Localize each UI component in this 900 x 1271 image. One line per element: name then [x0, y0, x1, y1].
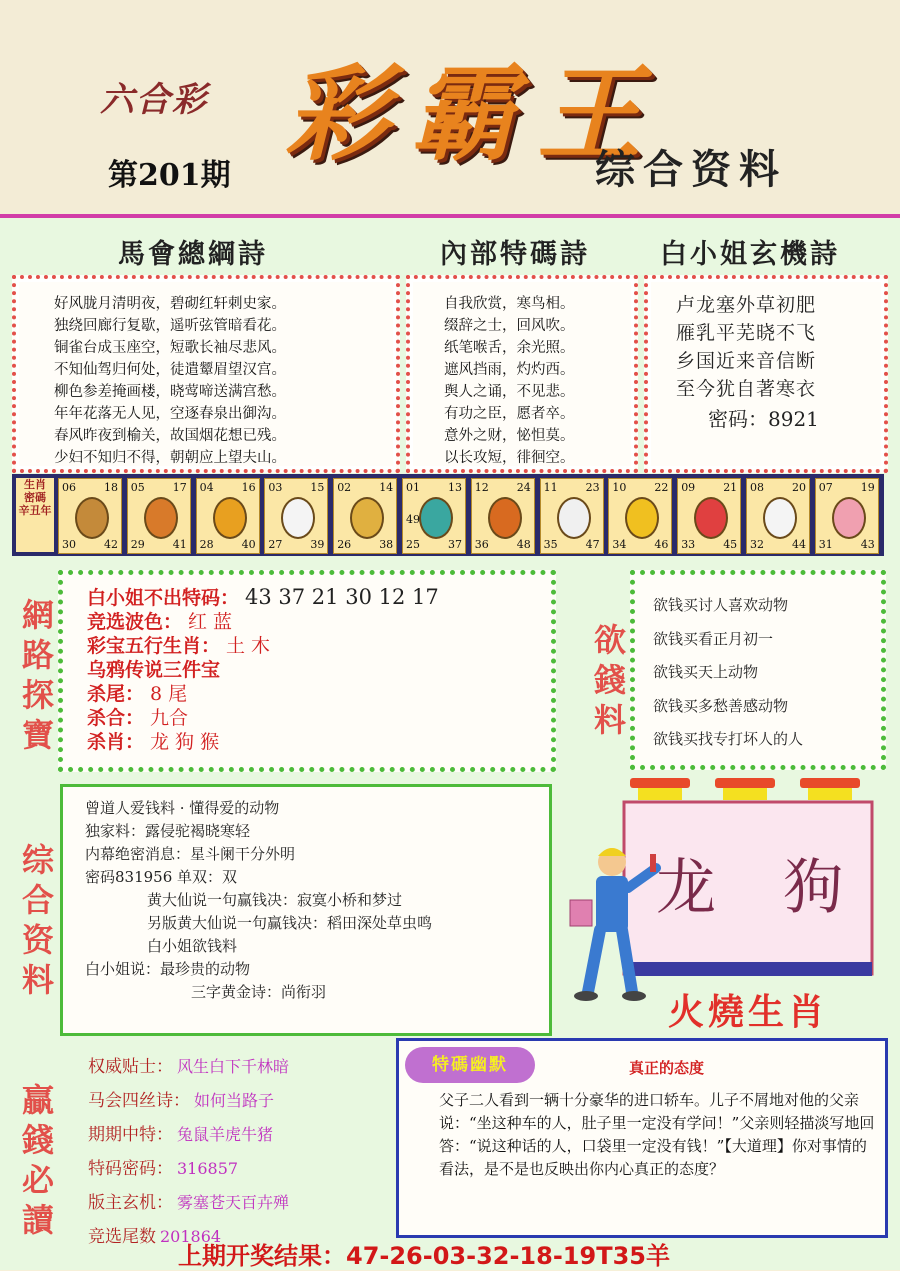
zodiac-number: 34: [612, 538, 627, 551]
poem1-line: 柳色参差掩画楼，晓莺啼送满宫愁。: [54, 384, 286, 400]
zodiac-number: 05: [130, 481, 145, 494]
poem3-code: [708, 403, 819, 432]
zodiac-number: 29: [130, 538, 145, 551]
win-row-value: 风生白下千林暗: [177, 1057, 290, 1076]
tip-row-value: 龙 狗 猴: [150, 731, 220, 753]
win-row-label: 权威贴士：: [88, 1057, 173, 1077]
combo-side-char: 资: [21, 921, 54, 959]
poem1-title: 馬會總綱詩: [118, 239, 268, 270]
zodiac-number: 07: [818, 481, 833, 494]
combo-side-char: 合: [21, 881, 54, 919]
tip-row: [87, 585, 439, 610]
tip-side-char: 寶: [21, 716, 54, 754]
poem2-lines: [444, 293, 575, 469]
zodiac-cell: [402, 478, 466, 554]
zodiac-number: 40: [241, 538, 256, 551]
win-side-label: [18, 1080, 58, 1240]
zodiac-number: 30: [62, 538, 76, 551]
win-row: [88, 1186, 289, 1220]
win-row-label: 特码密码：: [88, 1159, 173, 1179]
poem3-lines: [676, 291, 816, 403]
tiger-icon: [213, 497, 247, 539]
money-item: 欲钱买多愁善感动物: [653, 696, 789, 715]
poem3-line: 雁乳平芜晓不飞: [676, 322, 817, 344]
zodiac-cell: [471, 478, 535, 554]
tip-row-value: 8 尾: [150, 683, 188, 705]
tip-row-label: 彩宝五行生肖：: [87, 635, 221, 657]
poem1-lines: [54, 293, 286, 469]
poem3-code-value: 8921: [768, 407, 819, 431]
tip-row-value: 红 蓝: [188, 611, 233, 633]
win-side-char: 必: [21, 1161, 54, 1199]
win-side-char: 讀: [21, 1201, 54, 1239]
tip-row-label: 杀尾：: [87, 683, 145, 705]
zodiac-cell: [58, 478, 122, 554]
zodiac-cell: [608, 478, 672, 554]
lamp-icon: [715, 778, 775, 788]
zodiac-side-label: [16, 478, 54, 552]
poem3-line: 乡国近来音信断: [676, 350, 817, 372]
zodiac-number: 36: [474, 538, 489, 551]
page-subtitle: 综合资料: [595, 146, 787, 193]
tip-side-char: 網: [21, 596, 54, 634]
win-row-label: 期期中特：: [88, 1125, 173, 1145]
zodiac-strip: [12, 474, 884, 556]
money-item: 欲钱买找专打坏人的人: [653, 730, 804, 748]
zodiac-number: 15: [310, 481, 325, 494]
poem2-line: 纸笔喉舌，余光照。: [444, 340, 575, 356]
win-side-char: 贏: [21, 1081, 54, 1119]
story-badge: 特碼幽默: [405, 1047, 535, 1083]
tip-row-label: 竞选波色：: [87, 611, 183, 633]
zodiac-number: 47: [585, 538, 600, 551]
zodiac-number: 24: [516, 481, 531, 494]
ox-icon: [144, 497, 178, 539]
zodiac-number: 37: [448, 538, 462, 551]
win-row-label: 马会四丝诗：: [88, 1091, 190, 1111]
poem1-line: 少妇不知归不得，朝朝应上望夫山。: [54, 450, 286, 466]
money-side-label: [590, 620, 630, 740]
last-draw-result: 上期开奖结果：47-26-03-32-18-19T35羊: [178, 1242, 670, 1270]
zodiac-number: 04: [199, 481, 214, 494]
poem3-box: [644, 275, 888, 473]
tip-row: [87, 658, 439, 682]
poem1-line: 年年花落无人见，空逐春泉出御沟。: [54, 406, 286, 422]
zodiac-cell: [815, 478, 879, 554]
zodiac-cell: [746, 478, 810, 554]
tip-side-char: 路: [21, 636, 54, 674]
poem2-line: 以长攻短，徘徊空。: [444, 450, 575, 466]
tip-row: [87, 730, 439, 754]
combo-line: 三字黄金诗：尚衔羽: [191, 983, 327, 1001]
poem2-line: 有功之臣，愿者卒。: [444, 406, 575, 422]
story-box: [396, 1038, 888, 1238]
zodiac-cell: [333, 478, 397, 554]
zodiac-number: 22: [654, 481, 669, 494]
tip-row-value: 土 木: [226, 635, 271, 657]
tip-row-label: 白小姐不出特码：: [87, 587, 240, 609]
zodiac-number: 35: [543, 538, 558, 551]
tip-box: [58, 570, 556, 772]
poem2-line: 意外之财，怭怛莫。: [444, 428, 575, 444]
pig-icon: [832, 497, 866, 539]
tip-row: [87, 634, 439, 658]
lamp-icon: [800, 778, 860, 788]
zodiac-cell: [196, 478, 260, 554]
tip-row-value: 九合: [150, 707, 189, 729]
zodiac-number: 09: [681, 481, 696, 494]
zodiac-number: 33: [681, 538, 696, 551]
zodiac-number: 48: [516, 538, 531, 551]
tip-row-label: 杀合：: [87, 707, 145, 729]
money-item: 欲钱买看正月初一: [653, 629, 774, 648]
money-box: [630, 570, 886, 770]
combo-line: 内幕绝密消息：星斗阑干分外明: [85, 845, 296, 863]
poem1-line: 好风胧月清明夜，碧砌红轩刺史家。: [54, 296, 286, 312]
zodiac-number: 28: [199, 538, 214, 551]
dog-icon: [763, 497, 797, 539]
win-row: [88, 1118, 289, 1152]
zodiac-number: 01: [406, 481, 420, 494]
rat-icon: [75, 497, 109, 539]
win-row: [88, 1152, 289, 1186]
combo-side-char: 料: [21, 961, 54, 999]
zodiac-number: 39: [310, 538, 325, 551]
combo-side-char: 综: [21, 841, 54, 879]
goat-icon: [557, 497, 591, 539]
zodiac-number: 25: [406, 538, 420, 551]
combo-line: 曾道人爱钱料 · 懂得爱的动物: [85, 799, 280, 817]
poem3-line: 卢龙塞外草初肥: [676, 294, 817, 316]
zodiac-number: 38: [379, 538, 394, 551]
money-items: [653, 589, 803, 757]
win-side-char: 錢: [21, 1121, 54, 1159]
zodiac-number: 46: [654, 538, 669, 551]
money-side-char: 錢: [593, 661, 626, 699]
rabbit-icon: [281, 497, 315, 539]
poem2-line: 缀辞之士，回风吹。: [444, 318, 575, 334]
tip-row: [87, 682, 439, 706]
zodiac-number: 12: [474, 481, 489, 494]
win-row-value: 如何当路子: [194, 1091, 275, 1110]
painter-board-text: 龙 狗: [656, 853, 868, 923]
zodiac-number: 08: [750, 481, 764, 494]
poem2-line: 舆人之诵，不见悲。: [444, 384, 575, 400]
combo-line: 黄大仙说一句赢钱决：寂寞小桥和梦过: [147, 891, 403, 909]
zodiac-side-label-1: 生肖: [24, 478, 46, 491]
tip-row-value: 43 37 21 30 12 17: [245, 585, 439, 609]
zodiac-number: 18: [104, 481, 118, 494]
poem1-line: 独绕回廊行复歇，遥听弦管暗看花。: [54, 318, 286, 334]
poem2-title: 內部特碼詩: [440, 239, 590, 270]
tip-row-label: 杀肖：: [87, 731, 145, 753]
horse-icon: [488, 497, 522, 539]
zodiac-number: 06: [62, 481, 76, 494]
zodiac-number: 17: [172, 481, 187, 494]
zodiac-cell: [540, 478, 604, 554]
poem2-line: 遮风挡雨，灼灼西。: [444, 362, 575, 378]
poem3-line: 至今犹自著寒衣: [676, 378, 817, 400]
money-item: 欲钱买讨人喜欢动物: [653, 596, 789, 614]
zodiac-cell: [264, 478, 328, 554]
zodiac-side-label-3: 辛丑年: [18, 504, 52, 517]
money-side-char: 欲: [593, 621, 626, 659]
zodiac-number: 31: [818, 538, 833, 551]
brand-logo: 彩霸王: [285, 52, 664, 175]
story-title: 真正的态度: [629, 1059, 705, 1077]
money-item: 欲钱买天上动物: [653, 663, 759, 681]
combo-line: 另版黄大仙说一句赢钱决：稻田深处草虫鸣: [147, 914, 433, 932]
zodiac-number: 26: [337, 538, 352, 551]
zodiac-number: 23: [585, 481, 600, 494]
win-row-value: 316857: [177, 1159, 239, 1178]
zodiac-cell: [677, 478, 741, 554]
win-row-label: 版主玄机：: [88, 1193, 173, 1213]
zodiac-number: 20: [792, 481, 806, 494]
zodiac-number: 45: [723, 538, 738, 551]
zodiac-number: 41: [172, 538, 187, 551]
money-side-char: 料: [593, 701, 626, 739]
zodiac-number: 21: [723, 481, 738, 494]
rooster-icon: [694, 497, 728, 539]
combo-line: 白小姐欲钱料: [147, 937, 238, 955]
zodiac-number: 02: [337, 481, 352, 494]
zodiac-extra-number: 49: [406, 513, 420, 526]
tip-side-label: [18, 595, 58, 755]
zodiac-number: 16: [241, 481, 256, 494]
zodiac-number: 19: [860, 481, 875, 494]
poem2-line: 自我欣赏，寒鸟相。: [444, 296, 575, 312]
zodiac-number: 11: [543, 481, 558, 494]
win-row: [88, 1050, 289, 1084]
brand-small: 六合彩: [100, 80, 208, 120]
zodiac-number: 03: [268, 481, 283, 494]
win-row: [88, 1084, 289, 1118]
zodiac-number: 10: [612, 481, 627, 494]
poem3-code-label: 密码：: [708, 407, 768, 431]
poem2-box: [406, 275, 638, 473]
tip-row: [87, 610, 439, 634]
combo-box: [60, 784, 552, 1036]
zodiac-number: 32: [750, 538, 764, 551]
tip-row: [87, 706, 439, 730]
poem1-box: [12, 275, 400, 473]
zodiac-number: 14: [379, 481, 394, 494]
win-row-value: 雾塞苍天百卉殚: [177, 1193, 290, 1212]
combo-lines: [85, 797, 432, 1004]
win-row-label: 竞选尾数: [88, 1227, 156, 1247]
zodiac-number: 42: [104, 538, 118, 551]
combo-line: 独家料：露侵驼褐晓寒轻: [85, 822, 251, 840]
win-rows: [88, 1050, 289, 1254]
tip-rows: [87, 585, 439, 754]
zodiac-number: 27: [268, 538, 283, 551]
poem1-line: 铜雀台成玉座空，短歌长袖尽悲风。: [54, 340, 286, 356]
snake-icon: [419, 497, 453, 539]
combo-side-label: [18, 840, 58, 1000]
zodiac-number: 13: [448, 481, 462, 494]
zodiac-number: 43: [860, 538, 875, 551]
story-body: 父子二人看到一辆十分豪华的进口轿车。儿子不屑地对他的父亲说：“坐这种车的人，肚子里一定没有学问！”父亲则轻描淡写地回答：“说这种话的人，口袋里一定没有钱！”【大道理】你对事情的看法，是不是也反映出你内心真正的态度？: [439, 1091, 875, 1178]
win-row-value: 201864: [160, 1227, 222, 1246]
tip-side-char: 探: [21, 676, 54, 714]
monkey-icon: [625, 497, 659, 539]
combo-line: 白小姐说：最珍贵的动物: [85, 960, 251, 978]
combo-line: 密码831956 单双：双: [85, 868, 238, 886]
lamp-icon: [630, 778, 690, 788]
issue-number: 第201期: [108, 158, 231, 193]
zodiac-side-label-2: 密碼: [24, 491, 46, 504]
zodiac-cell: [127, 478, 191, 554]
poem3-title: 白小姐玄機詩: [660, 239, 840, 270]
painter-caption: 火燒生肖: [668, 991, 829, 1033]
dragon-icon: [350, 497, 384, 539]
win-row-value: 兔鼠羊虎牛猪: [177, 1125, 274, 1144]
zodiac-number: 44: [792, 538, 806, 551]
poem1-line: 不知仙驾归何处，徒遣颦眉望汉宫。: [54, 362, 286, 378]
poem1-line: 春风昨夜到榆关，故国烟花想已残。: [54, 428, 286, 444]
tip-row-label: 乌鸦传说三件宝: [87, 659, 221, 681]
